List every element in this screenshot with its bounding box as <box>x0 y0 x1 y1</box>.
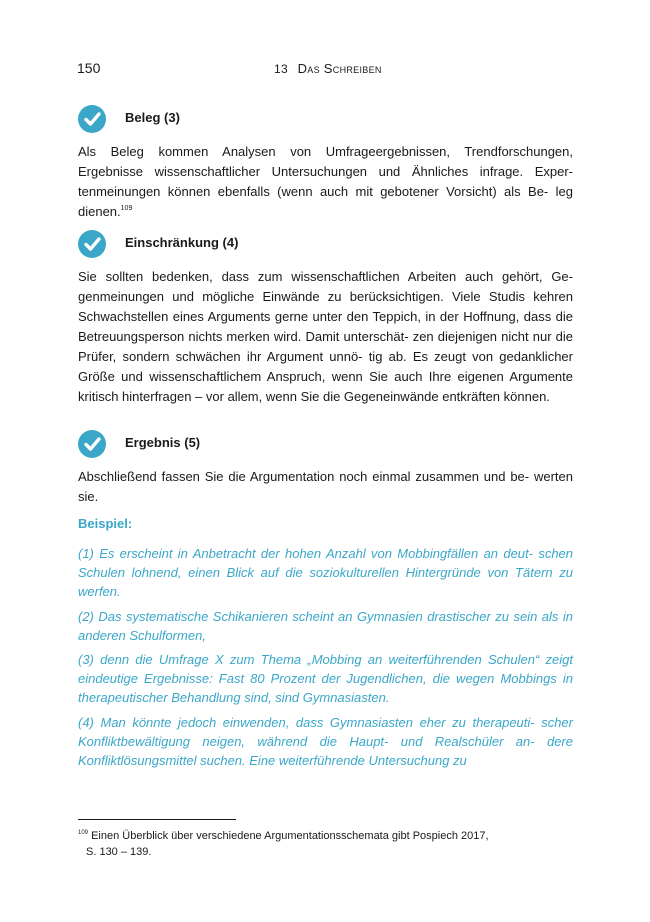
running-head <box>274 61 382 76</box>
text-line: Als Beleg kommen Analysen von Umfrageergebnissen, Trendforschungen, <box>78 144 573 159</box>
footnote-text-continued: S. 130 – 139. <box>86 846 152 858</box>
chapter-title: Das Schreiben <box>297 61 382 76</box>
example-paragraph-1 <box>78 544 573 601</box>
text-line: (4) Man könnte jedoch einwenden, dass Gymnasiasten eher zu therapeuti- <box>78 715 535 730</box>
text-line: zeigt eindeutige Ergebnisse: Fast 80 Prozent der Jugendlichen, die wegen <box>78 652 573 686</box>
section-title: Beleg (3) <box>125 110 180 125</box>
checkmark-circle-icon <box>78 105 106 133</box>
text-line: dere Konfliktlösungsmittel suchen. Eine weiterführende Untersuchung zu <box>78 734 573 768</box>
chapter-number: 13 <box>274 62 288 76</box>
text-line: tig ab. Es zeugt von gedanklicher Größe und wissenschaftlichem Anspruch, <box>78 349 573 384</box>
text-line: schen Schulen lohnend, einen Blick auf die soziokulturellen Hintergründe <box>78 546 574 580</box>
text-line: wenn Sie auch Ihre eigenen Argumente kritisch hinterfragen – vor allem, <box>78 369 573 404</box>
example-paragraph-3 <box>78 650 573 707</box>
section-title: Ergebnis (5) <box>125 435 201 450</box>
text-line: (2) Das systematische Schikanieren scheint an Gymnasien drastischer zu sein <box>78 609 538 624</box>
paragraph-beleg <box>78 142 573 222</box>
section-title: Einschränkung (4) <box>125 235 239 250</box>
text-line: scher Konfliktbewältigung neigen, während die Haupt- und Realschüler an- <box>78 715 573 749</box>
checkmark-circle-icon <box>78 230 106 258</box>
text-line: tenmeinungen können ebenfalls (wenn auch mit gebotener Vorsicht) als Be- <box>78 184 549 199</box>
text-line: leg dienen. <box>78 184 573 219</box>
text-line: Ergebnisse wissenschaftlicher Untersuchungen und Ähnliches infrage. Exper- <box>78 164 573 179</box>
footnote-number: 109 <box>78 830 89 836</box>
text-line: als in anderen Schulformen, <box>78 609 573 643</box>
text-line: werten sie. <box>78 469 573 504</box>
paragraph-ergebnis <box>78 467 573 507</box>
text-line: genmeinungen und mögliche Einwände zu berücksichtigen. Viele Studis <box>78 289 525 304</box>
text-line: Abschließend fassen Sie die Argumentation noch einmal zusammen und be- <box>78 469 530 484</box>
checkmark-circle-icon <box>78 430 106 458</box>
text-line: Hoffnung, dass die Betreuungsperson nichts merken wird. Damit unterschät- <box>78 309 574 344</box>
paragraph-einschraenkung <box>78 267 573 407</box>
page-number: 150 <box>77 60 101 76</box>
text-line: (1) Es erscheint in Anbetracht der hohen Anzahl von Mobbingfällen an deut- <box>78 546 533 561</box>
text-line: Mobbings in therapeutischer Behandlung sind, sind Gymnasiasten. <box>78 671 573 705</box>
text-line: (3) denn die Umfrage X zum Thema „Mobbing an weiterführenden Schulen“ <box>78 652 540 667</box>
text-line: zen diejenigen nicht nur die Prüfer, sondern schwächen ihr Argument unnö- <box>78 329 573 364</box>
example-paragraph-4 <box>78 713 573 770</box>
text-line: kehren Schwachstellen eines Arguments gerne unter den Teppich, in der <box>78 289 573 324</box>
text-line: von Tätern zu werfen. <box>78 565 573 599</box>
footnote-text: Einen Überblick über verschiedene Argumentationsschemata gibt Pospiech 2017, <box>91 830 489 842</box>
footnote-reference: 109 <box>120 205 133 212</box>
text-line: wenn Sie die Gegeneinwände entkräften können. <box>265 389 550 404</box>
example-paragraph-2 <box>78 607 573 645</box>
footnote-rule <box>78 819 236 820</box>
footnote <box>78 828 573 860</box>
example-label: Beispiel: <box>78 516 133 531</box>
text-line: Sie sollten bedenken, dass zum wissenschaftlichen Arbeiten auch gehört, Ge- <box>78 269 573 284</box>
